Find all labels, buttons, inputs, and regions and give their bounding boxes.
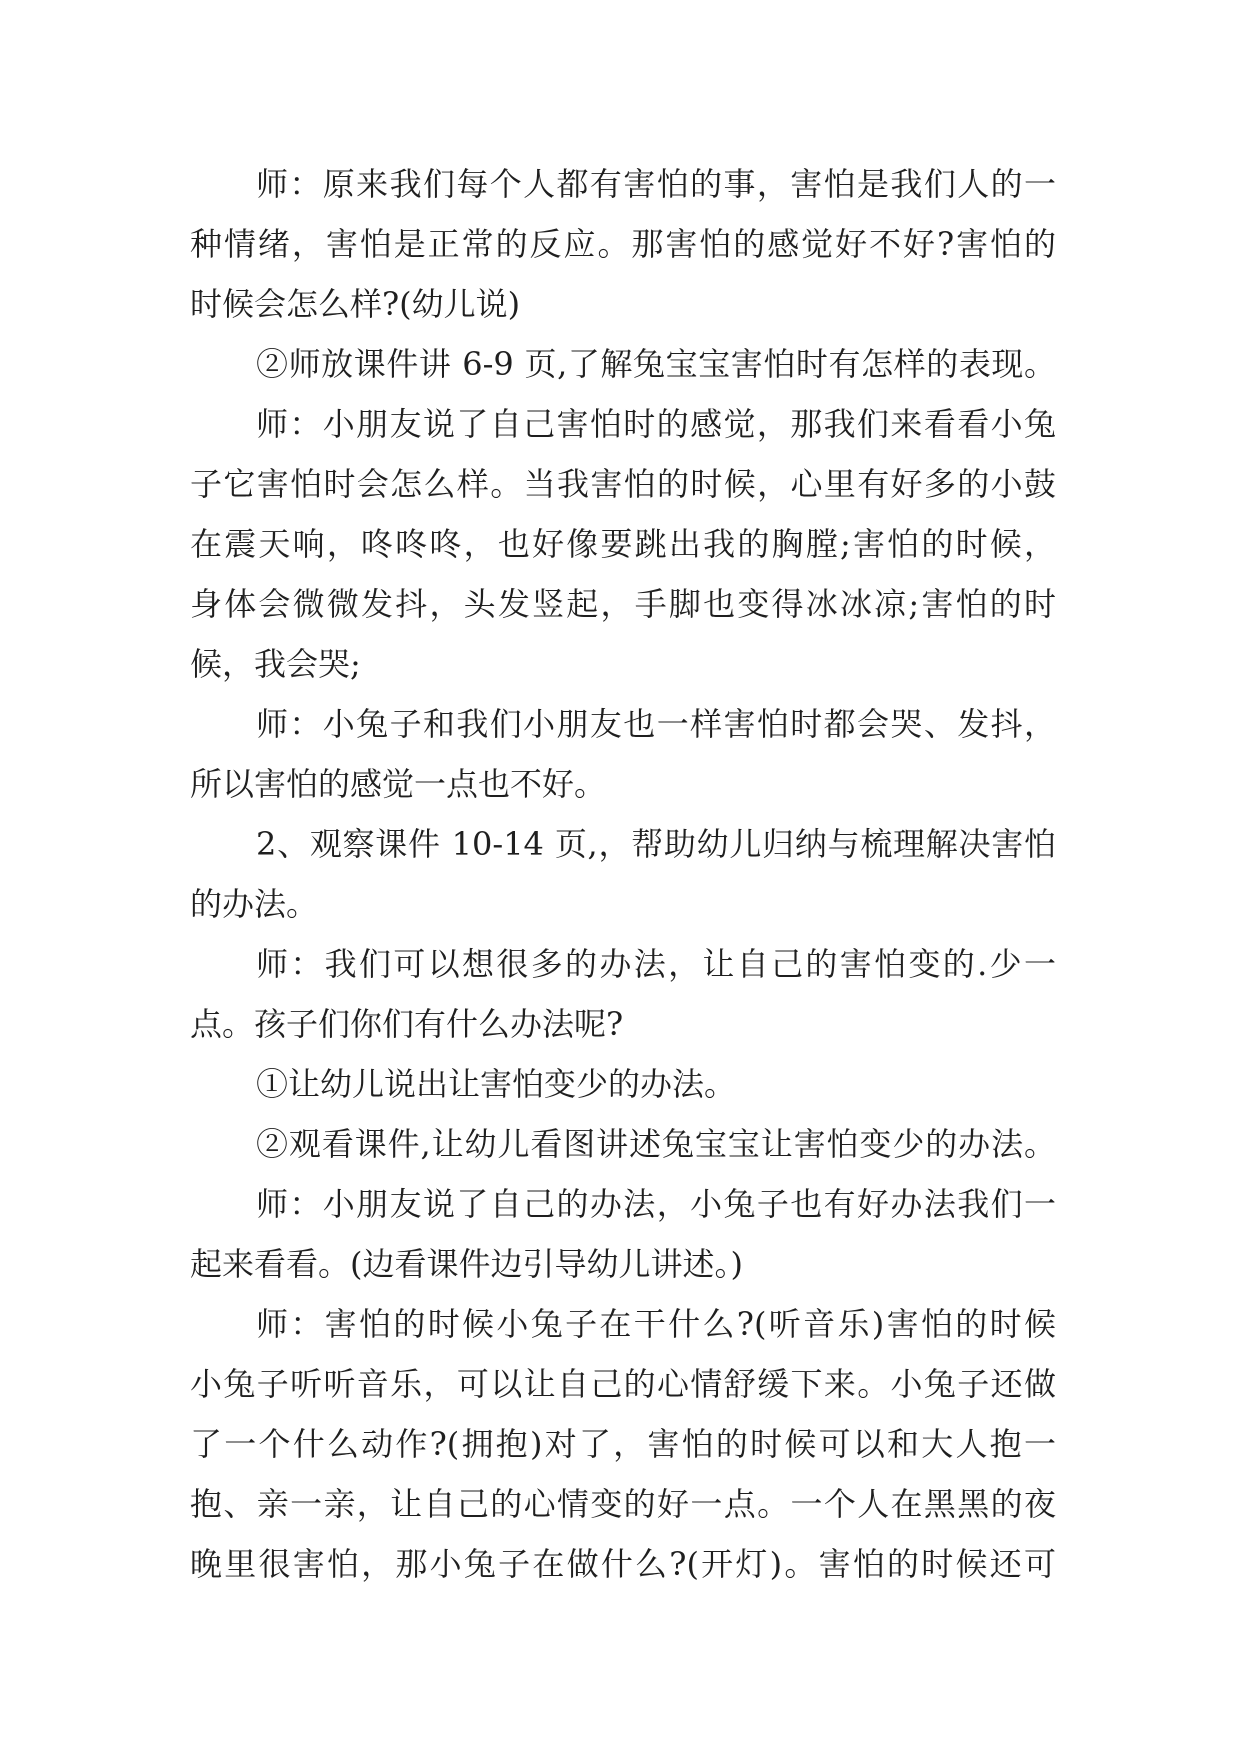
text-line: 师：小兔子和我们小朋友也一样害怕时都会哭、发抖， [256,705,1056,743]
text-line: 小兔子听听音乐，可以让自己的心情舒缓下来。小兔子还做 [190,1365,1056,1403]
text-line: 子它害怕时会怎么样。当我害怕的时候，心里有好多的小鼓 [190,465,1056,503]
text-line: 所以害怕的感觉一点也不好。 [190,765,607,803]
text-line: 在震天响，咚咚咚，也好像要跳出我的胸膛;害怕的时候， [190,525,1056,563]
text-line: 师：害怕的时候小兔子在干什么?(听音乐)害怕的时候 [256,1305,1056,1343]
text-line: ②师放课件讲 6-9 页,了解兔宝宝害怕时有怎样的表现。 [256,345,1056,383]
text-line: 身体会微微发抖，头发竖起，手脚也变得冰冰凉;害怕的时 [190,585,1056,623]
text-line: 点。孩子们你们有什么办法呢? [190,1005,624,1043]
text-line: 师：我们可以想很多的办法，让自己的害怕变的.少一 [256,945,1056,983]
text-line: 2、观察课件 10-14 页,，帮助幼儿归纳与梳理解决害怕 [256,825,1056,863]
text-line: 抱、亲一亲，让自己的心情变的好一点。一个人在黑黑的夜 [190,1485,1056,1523]
text-line: 的办法。 [190,885,319,923]
text-line: ①让幼儿说出让害怕变少的办法。 [256,1065,737,1103]
text-line: 种情绪，害怕是正常的反应。那害怕的感觉好不好?害怕的 [190,225,1056,263]
text-line: 了一个什么动作?(拥抱)对了，害怕的时候可以和大人抱一 [190,1425,1056,1463]
text-line: 师：原来我们每个人都有害怕的事，害怕是我们人的一 [256,165,1056,203]
text-line: 起来看看。(边看课件边引导幼儿讲述。) [190,1245,743,1283]
text-line: 时候会怎么样?(幼儿说) [190,285,521,323]
text-line: 师：小朋友说了自己害怕时的感觉，那我们来看看小兔 [256,405,1056,443]
document-body [190,154,1056,1594]
text-line: 候，我会哭; [190,645,361,683]
text-line: 师：小朋友说了自己的办法，小兔子也有好办法我们一 [256,1185,1056,1223]
text-line: ②观看课件,让幼儿看图讲述兔宝宝让害怕变少的办法。 [256,1125,1056,1163]
text-line: 晚里很害怕，那小兔子在做什么?(开灯)。害怕的时候还可 [190,1545,1056,1583]
